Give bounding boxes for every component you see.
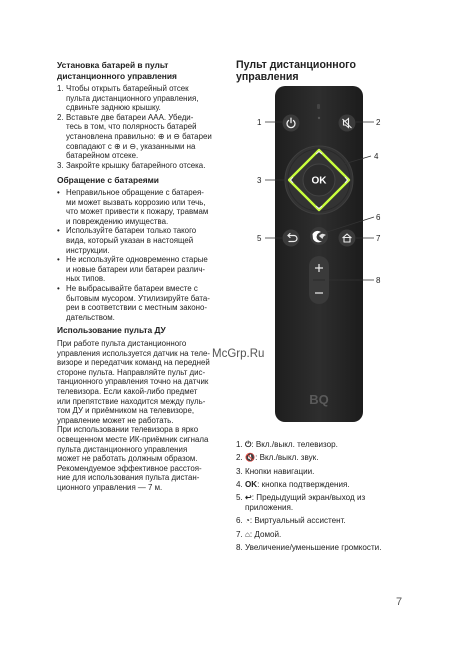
remote-section-title: Пульт дистанционного управления <box>236 59 356 84</box>
power-button[interactable] <box>283 115 300 132</box>
list-item: 1. Чтобы открыть батарейный отсек пульта дистанционного управления, сдвиньте заднюю крышку. <box>57 84 199 113</box>
legend-item: 6. ◔: Виртуальный ассистент. <box>236 516 346 526</box>
brand-logo: BQ <box>309 392 329 407</box>
usage-title: Использование пульта ДУ <box>57 325 166 335</box>
mute-icon: 🔇 <box>245 453 256 463</box>
callout-6: 6 <box>376 213 381 222</box>
callout-5: 5 <box>257 234 262 243</box>
legend-item: 1. ⏻: Вкл./выкл. телевизор. <box>236 440 338 449</box>
assistant-icon: ◔ <box>245 516 250 526</box>
ok-label: OK <box>245 479 258 489</box>
back-icon: ↩ <box>245 493 252 503</box>
assistant-button[interactable] <box>310 227 328 245</box>
remote-body <box>275 86 363 422</box>
power-icon: ⏻ <box>245 440 252 449</box>
led-indicator <box>318 117 320 119</box>
mute-button[interactable] <box>339 115 356 132</box>
callout-3: 3 <box>257 176 262 185</box>
back-button[interactable] <box>283 230 300 247</box>
list-item: • Не выбрасывайте батареи вместе с бытовым мусором. Утилизируйте бата- реи в соответствии с местным законо- дательством. <box>57 284 232 322</box>
callout-2: 2 <box>376 118 381 127</box>
list-item: • Неправильное обращение с батарея- ми может вызвать коррозию или течь, что может привести к пожару, травмам и повреждению имущества. <box>57 188 232 226</box>
ok-label: OK <box>311 175 327 187</box>
legend-item: 4. OK: кнопка подтверждения. <box>236 479 350 489</box>
list-item: 3. Закройте крышку батарейного отсека. <box>57 160 206 170</box>
legend-item: 7. ⌂: Домой. <box>236 529 282 539</box>
volume-rocker[interactable] <box>309 256 329 304</box>
button-legend <box>236 440 436 556</box>
callout-7: 7 <box>376 234 381 243</box>
battery-install-title: Установка батарей в пульт дистанционного управления <box>57 60 177 81</box>
ok-button[interactable] <box>303 164 335 196</box>
list-item: • Используйте батареи только такого вида, который указан в настоящей инструкции. <box>57 226 232 255</box>
legend-item: 5. ↩: Предыдущий экран/выход из приложения. <box>236 493 366 512</box>
callout-1: 1 <box>257 118 262 127</box>
callout-4: 4 <box>374 152 379 161</box>
usage-paragraph: При работе пульта дистанционного управления используется датчик на теле- визоре и передатчик команд на передней стороне пульта. Направляйте пульт дис- танционного управления точно на датчик телевизора. Если какой-либо предмет или препятствие находится между пуль- том ДУ и приёмником на телевизоре, управление может не работать. При использовании телевизора в ярко освещенном месте ИК-приёмник сигнала пульта дистанционного управления может не работать должным образом. Рекомендуемое эффективное расстоя- ние для использования пульта дистан- ционного управления — 7 м. <box>57 339 211 492</box>
home-icon: ⌂ <box>245 529 250 539</box>
battery-install-steps <box>57 84 227 170</box>
legend-item: 8. Увеличение/уменьшение громкости. <box>236 542 382 552</box>
handling-list <box>57 188 232 322</box>
list-item: 2. Вставьте две батареи ААА. Убеди- тесь в том, что полярность батарей установлена правильно: ⊕ и ⊖ батареи совпадают с ⊕ и ⊖, указанными на батарейном отсеке. <box>57 112 212 161</box>
list-item: • Не используйте одновременно старые и новые батареи или батареи различ- ных типов. <box>57 255 232 284</box>
home-button[interactable] <box>339 230 356 247</box>
remote-illustration <box>240 84 400 424</box>
handling-title: Обращение с батареями <box>57 175 159 185</box>
legend-item: 3. Кнопки навигации. <box>236 466 315 476</box>
legend-item: 2. 🔇: Вкл./выкл. звук. <box>236 453 319 463</box>
page-number: 7 <box>396 596 403 608</box>
watermark: McGrp.Ru <box>212 348 265 360</box>
callout-8: 8 <box>376 276 381 285</box>
ir-sensor <box>317 104 320 109</box>
